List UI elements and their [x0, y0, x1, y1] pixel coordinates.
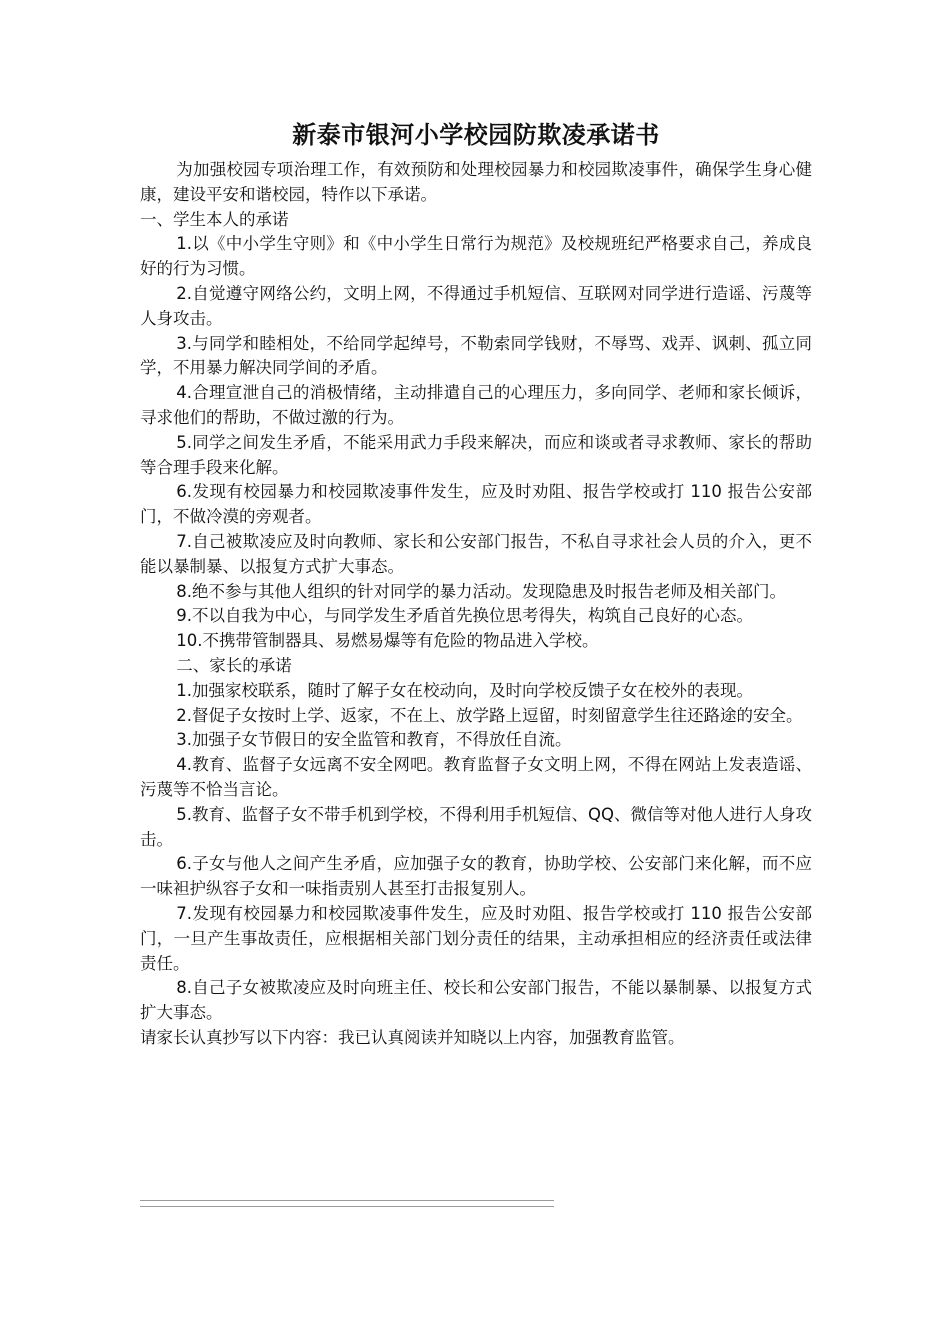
- student-pledge-item: 8.绝不参与其他人组织的针对同学的暴力活动。发现隐患及时报告老师及相关部门。: [176, 581, 787, 601]
- parent-pledge-item: 4.教育、监督子女远离不安全网吧。教育监督子女文明上网，不得在网站上发表造谣、污蔑等不恰当言论。: [140, 755, 812, 799]
- student-pledge-item: 4.合理宣泄自己的消极情绪，主动排遣自己的心理压力，多向同学、老师和家长倾诉，寻求他们的帮助，不做过激的行为。: [140, 383, 812, 427]
- student-pledge-item: 3.与同学和睦相处，不给同学起绰号，不勒索同学钱财，不辱骂、戏弄、讽刺、孤立同学，不用暴力解决同学间的矛盾。: [140, 333, 812, 378]
- student-pledge-item: 1.以《中小学生守则》和《中小学生日常行为规范》及校规班纪严格要求自己，养成良好的行为习惯。: [140, 234, 812, 279]
- student-pledge-item: 9.不以自我为中心，与同学发生矛盾首先换位思考得失，构筑自己良好的心态。: [176, 606, 754, 626]
- parent-pledge-item: 8.自己子女被欺凌应及时向班主任、校长和公安部门报告，不能以暴制暴、以报复方式扩大事态。: [140, 978, 812, 1023]
- document-page: [140, 116, 812, 1051]
- parent-instruction: 请家长认真抄写以下内容：我已认真阅读并知晓以上内容，加强教育监管。: [140, 1027, 685, 1047]
- student-pledge-item: 10.不携带管制器具、易燃易爆等有危险的物品进入学校。: [176, 631, 599, 651]
- section-heading-parents: 二、家长的承诺: [176, 655, 292, 675]
- student-pledge-item: 6.发现有校园暴力和校园欺凌事件发生，应及时劝阻、报告学校或打 110 报告公安部门，不做冷漠的旁观者。: [140, 482, 812, 527]
- student-pledge-item: 5.同学之间发生矛盾，不能采用武力手段来解决，而应和谈或者寻求教师、家长的帮助等合理手段来化解。: [140, 432, 812, 477]
- intro-paragraph: 为加强校园专项治理工作，有效预防和处理校园暴力和校园欺凌事件，确保学生身心健康，建设平安和谐校园，特作以下承诺。: [140, 160, 812, 204]
- parent-pledge-item: 3.加强子女节假日的安全监管和教育，不得放任自流。: [176, 730, 572, 750]
- document-title: 新泰市银河小学校园防欺凌承诺书: [292, 121, 660, 149]
- section-heading-students: 一、学生本人的承诺: [140, 209, 289, 229]
- handwriting-line[interactable]: [140, 1200, 554, 1207]
- parent-pledge-item: 7.发现有校园暴力和校园欺凌事件发生，应及时劝阻、报告学校或打 110 报告公安部门，一旦产生事故责任，应根据相关部门划分责任的结果，主动承担相应的经济责任或法律责任。: [140, 903, 812, 973]
- student-pledge-item: 2.自觉遵守网络公约，文明上网，不得通过手机短信、互联网对同学进行造谣、污蔑等人身攻击。: [140, 283, 812, 328]
- parent-pledge-item: 2.督促子女按时上学、返家，不在上、放学路上逗留，时刻留意学生往还路途的安全。: [176, 705, 803, 725]
- parent-pledge-item: 5.教育、监督子女不带手机到学校，不得利用手机短信、QQ、微信等对他人进行人身攻击。: [140, 804, 813, 849]
- parent-pledge-item: 6.子女与他人之间产生矛盾，应加强子女的教育，协助学校、公安部门来化解，而不应一味袒护纵容子女和一味指责别人甚至打击报复别人。: [140, 854, 812, 899]
- parent-pledge-item: 1.加强家校联系，随时了解子女在校动向，及时向学校反馈子女在校外的表现。: [176, 680, 754, 700]
- student-pledge-item: 7.自己被欺凌应及时向教师、家长和公安部门报告，不私自寻求社会人员的介入，更不能以暴制暴、以报复方式扩大事态。: [140, 531, 812, 576]
